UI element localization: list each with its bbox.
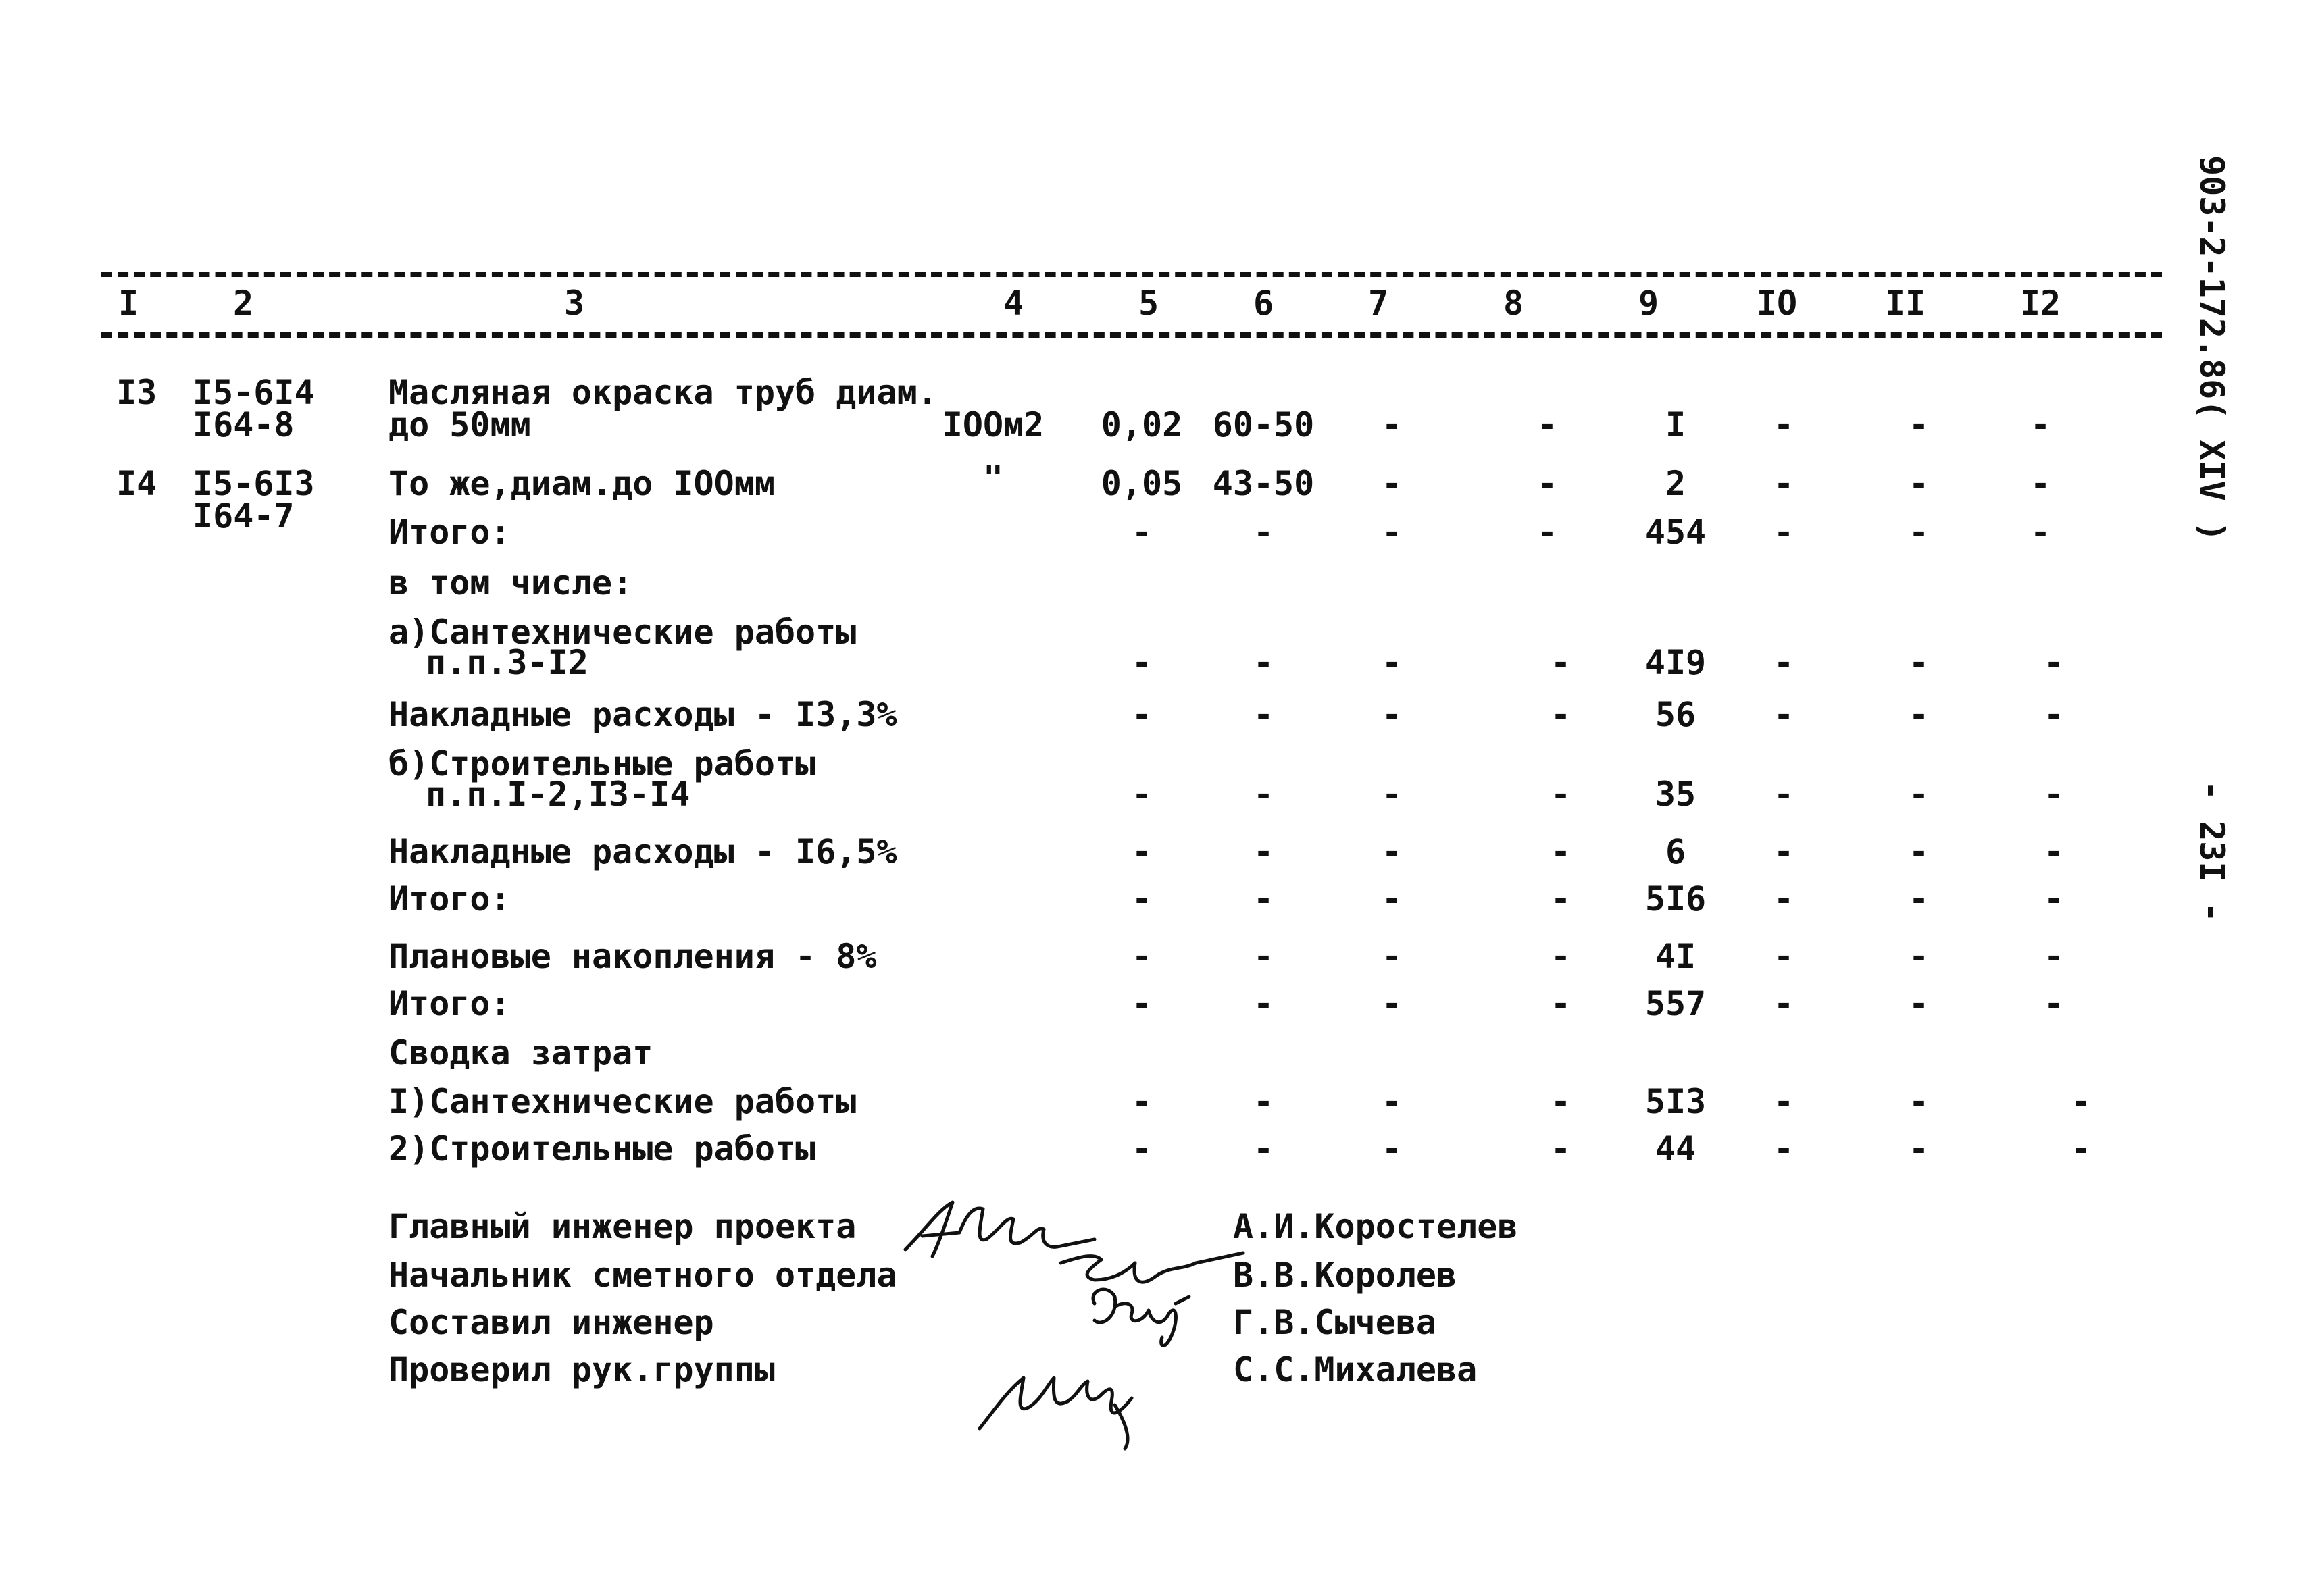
work-description: 2)Строительные работы [388, 1129, 816, 1168]
cell-col8: - [1550, 775, 1571, 814]
cell-col5: - [1131, 513, 1153, 552]
cell-col12: - [2030, 405, 2051, 444]
work-description: Масляная окраска труб диам. [388, 373, 938, 412]
cell-col10: - [1773, 405, 1794, 444]
cell-col6: - [1253, 513, 1274, 552]
signatory-role: Проверил рук.группы [388, 1350, 775, 1389]
cell-col12: - [2043, 695, 2065, 734]
section-label: в том числе: [388, 563, 633, 602]
cell-col12: - [2043, 832, 2065, 871]
work-description: То же,диам.до IOOмм [388, 464, 775, 503]
cell-col7: - [1381, 937, 1403, 976]
signatory-name: В.В.Королев [1233, 1256, 1457, 1295]
cell-col9: 44 [1655, 1129, 1696, 1168]
cell-col11: - [1908, 513, 1930, 552]
cell-col11: - [1908, 464, 1930, 503]
cell-col10: - [1773, 832, 1794, 871]
signatory-role: Составил инженер [388, 1303, 714, 1342]
cell-col5: - [1131, 984, 1153, 1023]
cell-col6: 60-50 [1212, 405, 1315, 444]
cell-col8: - [1550, 937, 1571, 976]
cell-col10: - [1773, 643, 1794, 682]
cell-col11: - [1908, 984, 1930, 1023]
work-description: Итого: [388, 879, 511, 919]
work-description: Итого: [388, 513, 511, 552]
cell-col12: - [2043, 984, 2065, 1023]
work-description: до 50мм [388, 405, 531, 444]
cell-col8: - [1550, 984, 1571, 1023]
cell-col12: - [2043, 879, 2065, 919]
cell-col8: - [1550, 643, 1571, 682]
cell-col7: - [1381, 1129, 1403, 1168]
col-header-6: 6 [1253, 284, 1274, 323]
work-description: Накладные расходы - I6,5% [388, 832, 897, 871]
col-header-2: 2 [232, 284, 254, 323]
cell-col8: - [1550, 695, 1571, 734]
cell-col8: - [1536, 405, 1558, 444]
cell-col5: - [1131, 643, 1153, 682]
cell-col5: - [1131, 937, 1153, 976]
signatory-role: Главный инженер проекта [388, 1207, 857, 1246]
cell-col7: - [1381, 879, 1403, 919]
col-header-8: 8 [1503, 284, 1524, 323]
work-description: Итого: [388, 984, 511, 1023]
cell-col7: - [1381, 775, 1403, 814]
cell-col12: - [2043, 937, 2065, 976]
cell-col10: - [1773, 1082, 1794, 1121]
cell-col10: - [1773, 695, 1794, 734]
cell-col6: - [1253, 775, 1274, 814]
col-header-3: 3 [563, 284, 585, 323]
cell-col8: - [1550, 879, 1571, 919]
cell-col8: - [1536, 464, 1558, 503]
price-code: I5-6I3 [193, 464, 315, 503]
cell-col6: - [1253, 984, 1274, 1023]
cell-col12: - [2043, 643, 2065, 682]
work-description: Накладные расходы - I3,3% [388, 695, 897, 734]
cell-col9: 6 [1665, 832, 1686, 871]
work-description: Плановые накопления - 8% [388, 937, 877, 976]
cell-col5: - [1131, 1129, 1153, 1168]
price-code: I5-6I4 [193, 373, 315, 412]
cell-col6: - [1253, 1129, 1274, 1168]
unit: " [982, 459, 1004, 498]
cell-col11: - [1908, 643, 1930, 682]
cell-col10: - [1773, 879, 1794, 919]
cell-col6: - [1253, 695, 1274, 734]
signatory-name: Г.В.Сычева [1233, 1303, 1437, 1342]
cell-col9: 4I9 [1644, 643, 1707, 682]
cell-col10: - [1773, 513, 1794, 552]
document-code: 903-2-172.86( XIV ) [2192, 155, 2232, 542]
col-header-11: II [1884, 284, 1926, 323]
col-header-7: 7 [1367, 284, 1389, 323]
work-description: п.п.I-2,I3-I4 [426, 775, 690, 814]
col-header-9: 9 [1638, 284, 1659, 323]
section-label: Сводка затрат [388, 1033, 653, 1073]
cell-col11: - [1908, 1082, 1930, 1121]
cell-col8: - [1550, 1082, 1571, 1121]
cell-col10: - [1773, 984, 1794, 1023]
cell-col7: - [1381, 1082, 1403, 1121]
cell-col10: - [1773, 464, 1794, 503]
cell-col5: 0,02 [1101, 405, 1183, 444]
cell-col9: 35 [1655, 775, 1696, 814]
cell-col9: 2 [1665, 464, 1686, 503]
cell-col7: - [1381, 464, 1403, 503]
page-number: - 23I - [2192, 780, 2232, 923]
row-number: I4 [116, 464, 157, 503]
signatory-name: С.С.Михалева [1233, 1350, 1478, 1389]
cell-col6: - [1253, 832, 1274, 871]
cell-col6: - [1253, 937, 1274, 976]
cell-col8: - [1536, 513, 1558, 552]
cell-col11: - [1908, 775, 1930, 814]
col-header-4: 4 [1003, 284, 1024, 323]
cell-col7: - [1381, 832, 1403, 871]
cell-col12: - [2070, 1129, 2092, 1168]
col-header-5: 5 [1138, 284, 1159, 323]
cell-col5: 0,05 [1101, 464, 1183, 503]
cell-col6: - [1253, 643, 1274, 682]
price-code: I64-7 [193, 496, 295, 536]
cell-col5: - [1131, 879, 1153, 919]
signatory-role: Начальник сметного отдела [388, 1256, 897, 1295]
cell-col11: - [1908, 695, 1930, 734]
cell-col7: - [1381, 513, 1403, 552]
cell-col10: - [1773, 1129, 1794, 1168]
cell-col7: - [1381, 643, 1403, 682]
cell-col5: - [1131, 832, 1153, 871]
cell-col5: - [1131, 775, 1153, 814]
cell-col7: - [1381, 695, 1403, 734]
cell-col9: 5I3 [1644, 1082, 1707, 1121]
cell-col11: - [1908, 405, 1930, 444]
cell-col11: - [1908, 1129, 1930, 1168]
handwritten-signature [892, 1189, 1230, 1459]
work-description: п.п.3-I2 [426, 643, 588, 682]
cell-col11: - [1908, 879, 1930, 919]
cell-col12: - [2070, 1082, 2092, 1121]
cell-col10: - [1773, 775, 1794, 814]
cell-col8: - [1550, 832, 1571, 871]
cell-col7: - [1381, 405, 1403, 444]
col-header-10: IO [1756, 284, 1798, 323]
cell-col6: - [1253, 1082, 1274, 1121]
col-header-12: I2 [2019, 284, 2061, 323]
cell-col6: - [1253, 879, 1274, 919]
cell-col11: - [1908, 937, 1930, 976]
header-rule-top [101, 272, 2162, 277]
work-description: б)Строительные работы [388, 744, 816, 783]
cell-col8: - [1550, 1129, 1571, 1168]
cell-col12: - [2030, 464, 2051, 503]
col-header-1: I [118, 284, 139, 323]
cell-col7: - [1381, 984, 1403, 1023]
price-code: I64-8 [193, 405, 295, 444]
cell-col6: 43-50 [1212, 464, 1315, 503]
cell-col9: 557 [1644, 984, 1707, 1023]
cell-col9: 5I6 [1644, 879, 1707, 919]
cell-col9: 454 [1644, 513, 1707, 552]
work-description: а)Сантехнические работы [388, 613, 857, 652]
header-rule-bottom [101, 332, 2162, 338]
cell-col9: I [1665, 405, 1686, 444]
unit: IOOм2 [942, 405, 1045, 444]
cell-col11: - [1908, 832, 1930, 871]
cell-col12: - [2030, 513, 2051, 552]
cell-col9: 4I [1655, 937, 1696, 976]
cell-col5: - [1131, 1082, 1153, 1121]
cell-col10: - [1773, 937, 1794, 976]
signatory-name: А.И.Коростелев [1233, 1207, 1518, 1246]
cell-col5: - [1131, 695, 1153, 734]
cell-col9: 56 [1655, 695, 1696, 734]
cell-col12: - [2043, 775, 2065, 814]
row-number: I3 [116, 373, 157, 412]
work-description: I)Сантехнические работы [388, 1082, 857, 1121]
